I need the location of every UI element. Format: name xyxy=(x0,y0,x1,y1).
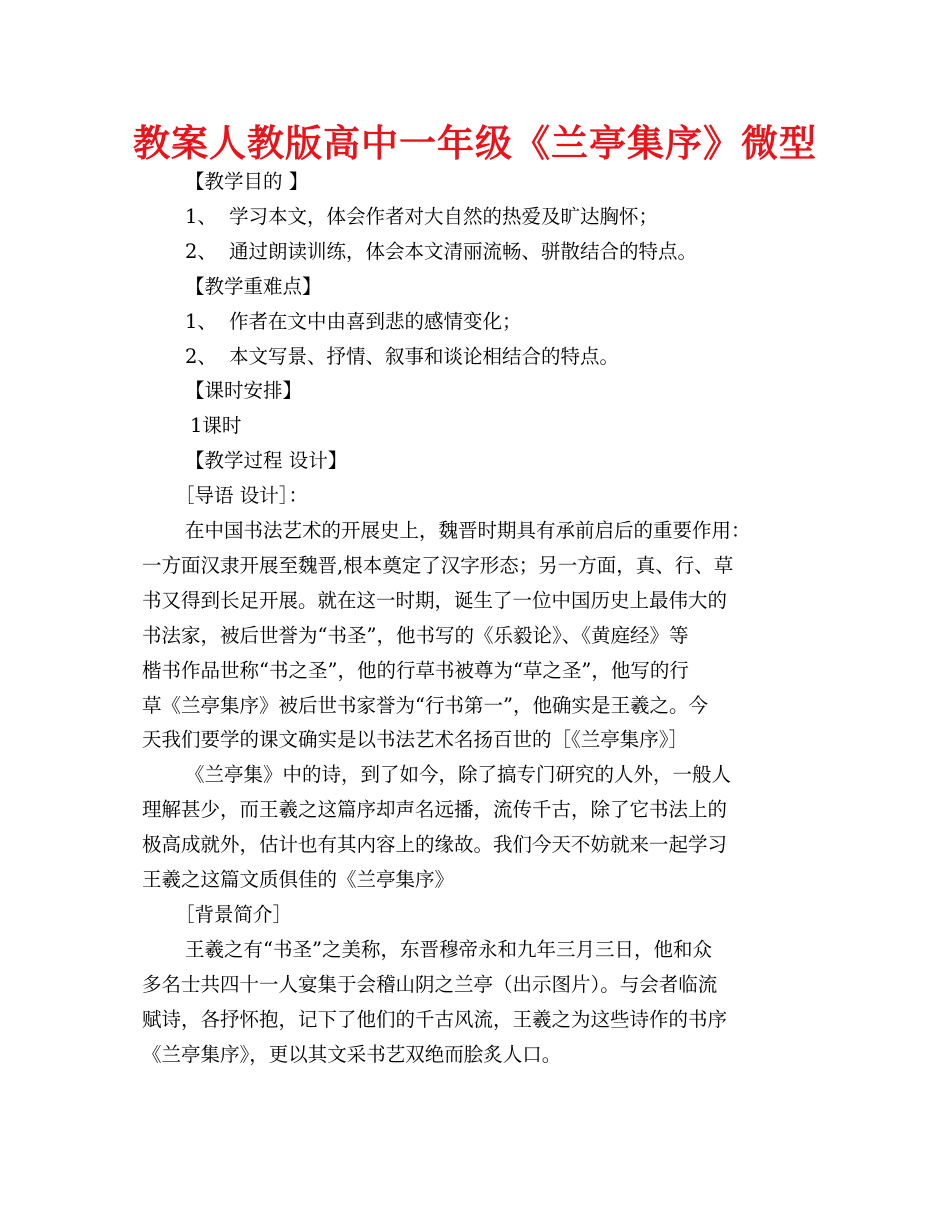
line-text: 书法家，被后世誉为“书圣”，他书写的《乐毅论》、《黄庭经》等 xyxy=(142,623,689,647)
line-text: 作者在文中由喜到悲的感情变化； xyxy=(229,309,522,333)
paragraph-line xyxy=(142,968,822,1002)
paragraph-line xyxy=(142,723,822,757)
line-text: 一方面汉隶开展至魏晋,根本奠定了汉字形态；另一方面，真、行、草 xyxy=(142,553,734,577)
subsection-heading xyxy=(175,479,855,513)
paragraph-line xyxy=(142,828,822,862)
document-title: 教案人教版高中一年级《兰亭集序》微型 xyxy=(133,122,817,165)
line-text: 多名士共四十一人宴集于会稽山阴之兰亭（出示图片）。与会者临流 xyxy=(142,972,718,996)
line-text: ［背景简介］ xyxy=(175,902,293,926)
section-heading xyxy=(185,444,865,478)
paragraph-line xyxy=(142,793,822,827)
line-text: 极高成就外，估计也有其内容上的缘故。我们今天不妨就来一起学习 xyxy=(142,833,728,857)
paragraph-line xyxy=(185,514,865,548)
paragraph-line xyxy=(142,1003,822,1037)
list-item xyxy=(185,235,865,269)
line-text: 王羲之有“书圣”之美称，东晋穆帝永和九年三月三日，他和众 xyxy=(185,937,712,961)
line-text: 通过朗读训练，体会本文清丽流畅、骈散结合的特点。 xyxy=(229,239,698,263)
list-item xyxy=(185,340,865,374)
paragraph-line xyxy=(185,758,865,792)
line-text: 【教学重难点】 xyxy=(185,274,322,298)
list-number: 1、 xyxy=(185,204,217,228)
line-text: 【教学过程 设计】 xyxy=(185,449,348,473)
paragraph-line xyxy=(142,863,822,897)
subsection-heading xyxy=(175,898,855,932)
line-text: 天我们要学的课文确实是以书法艺术名扬百世的［《兰亭集序》］ xyxy=(142,728,689,752)
line-text: 本文写景、抒情、叙事和谈论相结合的特点。 xyxy=(229,344,620,368)
line-text: 《兰亭集》中的诗，到了如今，除了搞专门研究的人外，一般人 xyxy=(185,763,732,787)
line-text: ［导语 设计］： xyxy=(175,484,308,508)
list-item xyxy=(185,200,865,234)
section-heading xyxy=(185,270,865,304)
text-line xyxy=(190,409,870,443)
line-text: 楷书作品世称“书之圣”，他的行草书被尊为“草之圣”，他写的行 xyxy=(142,658,689,682)
line-text: 王羲之这篇文质俱佳的《兰亭集序》 xyxy=(142,868,455,891)
line-text: 理解甚少，而王羲之这篇序却声名远播，流传千古，除了它书法上的 xyxy=(142,798,728,822)
paragraph-line xyxy=(142,549,822,583)
line-text: 学习本文，体会作者对大自然的热爱及旷达胸怀； xyxy=(229,204,659,228)
paragraph-line xyxy=(142,654,822,688)
list-number: 1、 xyxy=(185,309,217,333)
line-text: 赋诗，各抒怀抱，记下了他们的千古风流，王羲之为这些诗作的书序 xyxy=(142,1007,728,1031)
paragraph-line xyxy=(185,933,865,967)
paragraph-line xyxy=(142,619,822,653)
line-text: 【教学目的 】 xyxy=(185,170,309,193)
line-text: 书又得到长足开展。就在这一时期，诞生了一位中国历史上最伟大的 xyxy=(142,588,728,612)
line-text: 在中国书法艺术的开展史上，魏晋时期具有承前启后的重要作用： xyxy=(185,519,751,542)
section-heading xyxy=(185,374,865,408)
section-heading xyxy=(185,165,865,199)
list-item xyxy=(185,305,865,339)
paragraph-line xyxy=(142,1038,822,1072)
paragraph-line xyxy=(142,584,822,618)
list-number: 2、 xyxy=(185,344,217,368)
line-text: 《兰亭集序》，更以其文采书艺双绝而脍炙人口。 xyxy=(142,1042,562,1066)
line-text: 草《兰亭集序》被后世书家誉为“行书第一”，他确实是王羲之。今 xyxy=(142,693,708,717)
paragraph-line xyxy=(142,689,822,723)
line-text: 1课时 xyxy=(190,414,242,438)
line-text: 【课时安排】 xyxy=(185,379,303,403)
list-number: 2、 xyxy=(185,239,217,263)
